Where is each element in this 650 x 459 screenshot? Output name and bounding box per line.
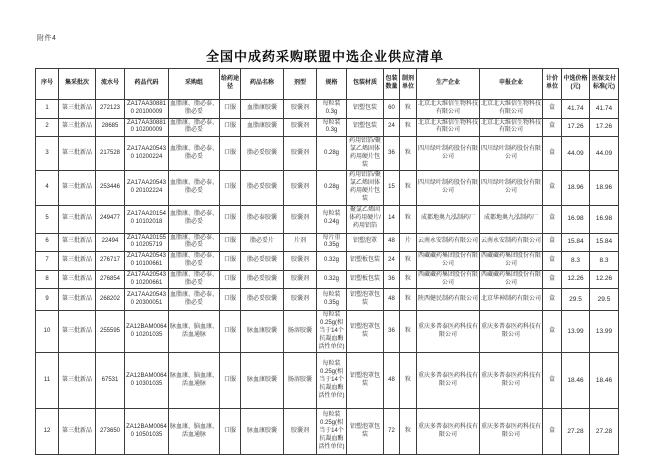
table-cell: 片剂 — [284, 233, 317, 252]
table-cell: 西藏藏药集团股份有限公司 — [417, 270, 480, 289]
table-cell: 云南永安制药有限公司 — [480, 233, 543, 252]
table-row — [36, 137, 619, 171]
table-cell: 盒 — [543, 409, 562, 455]
table-cell: 15 — [384, 171, 400, 205]
table-cell: 胶囊剂 — [284, 118, 317, 137]
table-cell: 口服 — [220, 353, 241, 409]
table-cell: 13.99 — [562, 311, 590, 353]
table-cell: 盒 — [543, 289, 562, 311]
attachment-label: 附件4 — [37, 35, 57, 42]
column-header: 剂型 — [284, 69, 317, 100]
table-cell: 北京北大维信生物科技有限公司 — [417, 118, 480, 137]
table-cell: 粒 — [400, 311, 417, 353]
table-cell: 铝塑泡罩 — [347, 233, 384, 252]
column-header: 给药途径 — [220, 69, 241, 100]
column-header: 医保支付标准(元) — [590, 69, 619, 100]
table-cell: 24 — [384, 252, 400, 271]
table-row — [36, 353, 619, 409]
table-cell: 3 — [36, 137, 59, 171]
column-header: 集采批次 — [59, 69, 96, 100]
table-cell: 22494 — [96, 233, 125, 252]
table-cell: 四川绿叶制药股份有限公司 — [417, 171, 480, 205]
table-cell: 粒 — [400, 252, 417, 271]
table-cell: 第三批新品 — [59, 289, 96, 311]
table-cell: 0.28g — [317, 171, 347, 205]
column-header: 计价单位 — [543, 69, 562, 100]
table-cell: 27.28 — [562, 409, 590, 455]
table-cell: 口服 — [220, 311, 241, 353]
table-cell: 北京北大维信生物科技有限公司 — [480, 118, 543, 137]
table-cell: 肠溶胶囊 — [284, 311, 317, 353]
table-cell: 272123 — [96, 100, 125, 119]
table-cell: 口服 — [220, 100, 241, 119]
column-header: 药品名称 — [241, 69, 284, 100]
table-cell: 盒 — [543, 171, 562, 205]
table-cell: 67531 — [96, 353, 125, 409]
table-cell: 第三批新品 — [59, 233, 96, 252]
table-row — [36, 171, 619, 205]
table-cell: ZA12BAM00640 10501035 — [125, 409, 169, 455]
table-cell: 西藏藏药集团股份有限公司 — [480, 270, 543, 289]
table-cell: 268202 — [96, 289, 125, 311]
table-cell: 血脂康、脂必泰、脂必妥 — [169, 205, 220, 233]
table-cell: 脉血康胶囊 — [241, 311, 284, 353]
table-cell: 第三批新品 — [59, 252, 96, 271]
table-cell: ZA17AA205430 20102224 — [125, 171, 169, 205]
table-cell: 28685 — [96, 118, 125, 137]
table-cell: 276717 — [96, 252, 125, 271]
table-cell: 脂必妥胶囊 — [241, 171, 284, 205]
table-cell: 粒 — [400, 353, 417, 409]
table-cell: ZA17AA308810 10200009 — [125, 118, 169, 137]
table-cell: 口服 — [220, 409, 241, 455]
table-cell: 10 — [36, 311, 59, 353]
column-header: 流水号 — [96, 69, 125, 100]
table-cell: 脂必妥片 — [241, 233, 284, 252]
table-cell: 重庆多普泰医药科技有限公司 — [417, 311, 480, 353]
table-cell: 第三批新品 — [59, 137, 96, 171]
table-cell: 四川绿叶制药股份有限公司 — [480, 137, 543, 171]
table-row — [36, 311, 619, 353]
table-cell: 口服 — [220, 137, 241, 171]
table-cell: 粒 — [400, 118, 417, 137]
table-cell: 盒 — [543, 233, 562, 252]
column-header: 序号 — [36, 69, 59, 100]
table-cell: 血脂康、脂必泰、脂必妥 — [169, 100, 220, 119]
table-cell: 粒 — [400, 100, 417, 119]
table-cell: 粒 — [400, 205, 417, 233]
table-cell: 四川绿叶制药股份有限公司 — [480, 171, 543, 205]
table-cell: 铝塑泡罩包装 — [347, 409, 384, 455]
table-cell: 7 — [36, 252, 59, 271]
table-cell: 西藏藏药集团股份有限公司 — [480, 252, 543, 271]
table-cell: 4 — [36, 171, 59, 205]
table-cell: 12 — [36, 409, 59, 455]
table-cell: 粒 — [400, 270, 417, 289]
table-cell: 盒 — [543, 137, 562, 171]
column-header: 包装数量 — [384, 69, 400, 100]
table-cell: 脂必泰胶囊 — [241, 205, 284, 233]
table-cell: 重庆多普泰医药科技有限公司 — [480, 311, 543, 353]
table-cell: 粒 — [400, 409, 417, 455]
table-cell: 铝塑板包装 — [347, 270, 384, 289]
table-cell: 29.5 — [590, 289, 619, 311]
table-cell: 胶囊剂 — [284, 100, 317, 119]
table-cell: 12.26 — [562, 270, 590, 289]
table-cell: 48 — [384, 353, 400, 409]
column-header: 药品代码 — [125, 69, 169, 100]
table-cell: 15.84 — [590, 233, 619, 252]
table-cell: 第三批新品 — [59, 409, 96, 455]
table-cell: 18.96 — [590, 171, 619, 205]
table-cell: 8.3 — [590, 252, 619, 271]
header-row — [36, 69, 619, 100]
table-cell: 血脂康、脂必泰、脂必妥 — [169, 252, 220, 271]
table-cell: 5 — [36, 205, 59, 233]
table-cell: 铝塑包装 — [347, 100, 384, 119]
table-cell: ZA17AA308810 20100009 — [125, 100, 169, 119]
table-cell: 北京北大维信生物科技有限公司 — [417, 100, 480, 119]
table-cell: 0.32g — [317, 270, 347, 289]
table-cell: 铝塑板包装 — [347, 252, 384, 271]
table-cell: 18.46 — [590, 353, 619, 409]
table-cell: 1 — [36, 100, 59, 119]
table-cell: 北京华神制药有限公司 — [480, 289, 543, 311]
table-cell: 每粒装0.25g(相当于14个抗凝血酶活性单位) — [317, 353, 347, 409]
table-cell: 重庆多普泰医药科技有限公司 — [417, 409, 480, 455]
table-cell: 第三批新品 — [59, 270, 96, 289]
table-cell: 血脂康胶囊 — [241, 100, 284, 119]
table-row — [36, 118, 619, 137]
table-cell: 16.98 — [590, 205, 619, 233]
table-cell: 15.84 — [562, 233, 590, 252]
table-cell: 脉血康胶囊 — [241, 409, 284, 455]
table-cell: 口服 — [220, 205, 241, 233]
table-cell: 聚氯乙烯固体药用硬片/药用铝箔 — [347, 205, 384, 233]
table-cell: 每粒装0.3g — [317, 100, 347, 119]
table-cell: 0.28g — [317, 137, 347, 171]
table-cell: 48 — [384, 289, 400, 311]
table-cell: 249477 — [96, 205, 125, 233]
table-cell: 胶囊剂 — [284, 252, 317, 271]
table-cell: 血脂康、脂必泰、脂必妥 — [169, 118, 220, 137]
table-cell: 西藏藏药集团股份有限公司 — [417, 252, 480, 271]
table-cell: 胶囊剂 — [284, 137, 317, 171]
table-cell: ZA17AA201550 10205719 — [125, 233, 169, 252]
page-title: 全国中成药采购联盟中选企业供应清单 — [205, 49, 444, 64]
table-cell: 重庆多普泰医药科技有限公司 — [417, 353, 480, 409]
table-cell: 口服 — [220, 233, 241, 252]
table-row — [36, 205, 619, 233]
table-row — [36, 100, 619, 119]
table-cell: 第三批新品 — [59, 100, 96, 119]
table-row — [36, 270, 619, 289]
table-cell: 云南永安制药有限公司 — [417, 233, 480, 252]
table-cell: 脉血康、脑血康、活血通脉 — [169, 409, 220, 455]
table-cell: 每粒装0.3g — [317, 118, 347, 137]
table-cell: 第三批新品 — [59, 118, 96, 137]
table-cell: 36 — [384, 137, 400, 171]
table-row — [36, 233, 619, 252]
table-cell: 0.32g — [317, 252, 347, 271]
column-header: 申报企业 — [480, 69, 543, 100]
table-cell: 盒 — [543, 353, 562, 409]
table-cell: 胶囊剂 — [284, 205, 317, 233]
table-row — [36, 252, 619, 271]
table-cell: 脉血康、脑血康、活血通脉 — [169, 311, 220, 353]
table-cell: 41.74 — [590, 100, 619, 119]
table-cell: 第三批新品 — [59, 353, 96, 409]
table-cell: 脂必妥胶囊 — [241, 252, 284, 271]
table-cell: 14 — [384, 205, 400, 233]
table-cell: 北京北大维信生物科技有限公司 — [480, 100, 543, 119]
table-cell: 36 — [384, 311, 400, 353]
table-cell: 胶囊剂 — [284, 270, 317, 289]
table-cell: 成都地奥九泓制药厂 — [480, 205, 543, 233]
table-cell: 60 — [384, 100, 400, 119]
table-body — [36, 100, 619, 455]
table-cell: 每粒装0.24g — [317, 205, 347, 233]
table-cell: ZA12BAM00640 10201035 — [125, 311, 169, 353]
table-cell: 第三批新品 — [59, 205, 96, 233]
table-cell: 44.09 — [590, 137, 619, 171]
table-cell: 255595 — [96, 311, 125, 353]
table-cell: 8 — [36, 270, 59, 289]
table-cell: 每粒装0.35g — [317, 289, 347, 311]
table-cell: 口服 — [220, 171, 241, 205]
table-cell: 18.96 — [562, 171, 590, 205]
table-row — [36, 409, 619, 455]
table-cell: 16.98 — [562, 205, 590, 233]
table-cell: 粒 — [400, 137, 417, 171]
table-cell: 每片重0.35g — [317, 233, 347, 252]
table-cell: 72 — [384, 409, 400, 455]
table-cell: 药用铝箔/聚氯乙烯固体药用硬片包装 — [347, 171, 384, 205]
table-cell: 脂必妥胶囊 — [241, 137, 284, 171]
table-row — [36, 289, 619, 311]
supply-list-table — [35, 68, 619, 455]
table-cell: 粒 — [400, 171, 417, 205]
table-cell: 胶囊剂 — [284, 171, 317, 205]
table-cell: 血脂康、脂必泰、脂必妥 — [169, 289, 220, 311]
table-cell: 273650 — [96, 409, 125, 455]
table-cell: 片 — [400, 233, 417, 252]
table-cell: 24 — [384, 118, 400, 137]
table-cell: 重庆多普泰医药科技有限公司 — [480, 409, 543, 455]
table-cell: 第三批新品 — [59, 171, 96, 205]
table-cell: 血脂康胶囊 — [241, 118, 284, 137]
table-cell: 脂必妥胶囊 — [241, 289, 284, 311]
table-cell: 48 — [384, 233, 400, 252]
table-cell: 盒 — [543, 118, 562, 137]
table-cell: 29.5 — [562, 289, 590, 311]
table-cell: 36 — [384, 270, 400, 289]
table-cell: 第三批新品 — [59, 311, 96, 353]
table-cell: ZA17AA205430 10200661 — [125, 270, 169, 289]
table-cell: 口服 — [220, 118, 241, 137]
table-cell: 8.3 — [562, 252, 590, 271]
table-cell: 铝塑泡罩包装 — [347, 353, 384, 409]
table-cell: 27.28 — [590, 409, 619, 455]
table-cell: ZA17AA205430 10100661 — [125, 252, 169, 271]
table-cell: 胶囊剂 — [284, 289, 317, 311]
column-header: 规格 — [317, 69, 347, 100]
table-cell: 盒 — [543, 311, 562, 353]
table-cell: 253446 — [96, 171, 125, 205]
table-cell: 口服 — [220, 270, 241, 289]
table-cell: 脉血康胶囊 — [241, 353, 284, 409]
table-cell: 成都地奥九泓制药厂 — [417, 205, 480, 233]
table-cell: 13.99 — [590, 311, 619, 353]
table-cell: 口服 — [220, 289, 241, 311]
table-cell: 脂必妥胶囊 — [241, 270, 284, 289]
column-header: 生产企业 — [417, 69, 480, 100]
table-cell: 17.26 — [590, 118, 619, 137]
table-cell: 粒 — [400, 289, 417, 311]
table-cell: 6 — [36, 233, 59, 252]
table-cell: 每粒装0.25g(相当于14个抗凝血酶活性单位) — [317, 409, 347, 455]
column-header: 采购组 — [169, 69, 220, 100]
table-cell: 血脂康、脂必泰、脂必妥 — [169, 270, 220, 289]
table-cell: 17.26 — [562, 118, 590, 137]
table-cell: 276854 — [96, 270, 125, 289]
table-cell: 44.09 — [562, 137, 590, 171]
table-cell: 肠溶胶囊 — [284, 353, 317, 409]
table-cell: 盒 — [543, 100, 562, 119]
table-cell: 脉血康、脑血康、活血通脉 — [169, 353, 220, 409]
table-cell: 11 — [36, 353, 59, 409]
table-cell: 9 — [36, 289, 59, 311]
table-cell: 盒 — [543, 270, 562, 289]
table-cell: 铝塑泡罩包装 — [347, 311, 384, 353]
table-cell: 重庆多普泰医药科技有限公司 — [480, 353, 543, 409]
table-cell: 12.26 — [590, 270, 619, 289]
table-cell: 2 — [36, 118, 59, 137]
column-header: 中选价格(元) — [562, 69, 590, 100]
table-cell: ZA12BAM00640 10301035 — [125, 353, 169, 409]
table-cell: 胶囊剂 — [284, 409, 317, 455]
column-header: 包装材质 — [347, 69, 384, 100]
table-cell: 四川绿叶制药股份有限公司 — [417, 137, 480, 171]
table-cell: ZA17AA201540 10102018 — [125, 205, 169, 233]
table-cell: 血脂康、脂必泰、脂必妥 — [169, 137, 220, 171]
table-cell: 每粒装0.25g(相当于14个抗凝血酶活性单位) — [317, 311, 347, 353]
table-cell: ZA17AA205430 10200224 — [125, 137, 169, 171]
table-cell: 陕西健民制药有限公司 — [417, 289, 480, 311]
table-cell: 血脂康、脂必泰、脂必妥 — [169, 233, 220, 252]
table-cell: 药用铝箔/聚氯乙烯固体药用硬片包装 — [347, 137, 384, 171]
table-cell: 217528 — [96, 137, 125, 171]
table-cell: 41.74 — [562, 100, 590, 119]
table-cell: ZA17AA205430 20300051 — [125, 289, 169, 311]
table-cell: 铝塑泡罩包装 — [347, 289, 384, 311]
table-cell: 18.46 — [562, 353, 590, 409]
column-header: 制剂单位 — [400, 69, 417, 100]
table-cell: 铝塑包装 — [347, 118, 384, 137]
table-cell: 口服 — [220, 252, 241, 271]
table-cell: 血脂康、脂必泰、脂必妥 — [169, 171, 220, 205]
table-cell: 盒 — [543, 205, 562, 233]
table-cell: 盒 — [543, 252, 562, 271]
